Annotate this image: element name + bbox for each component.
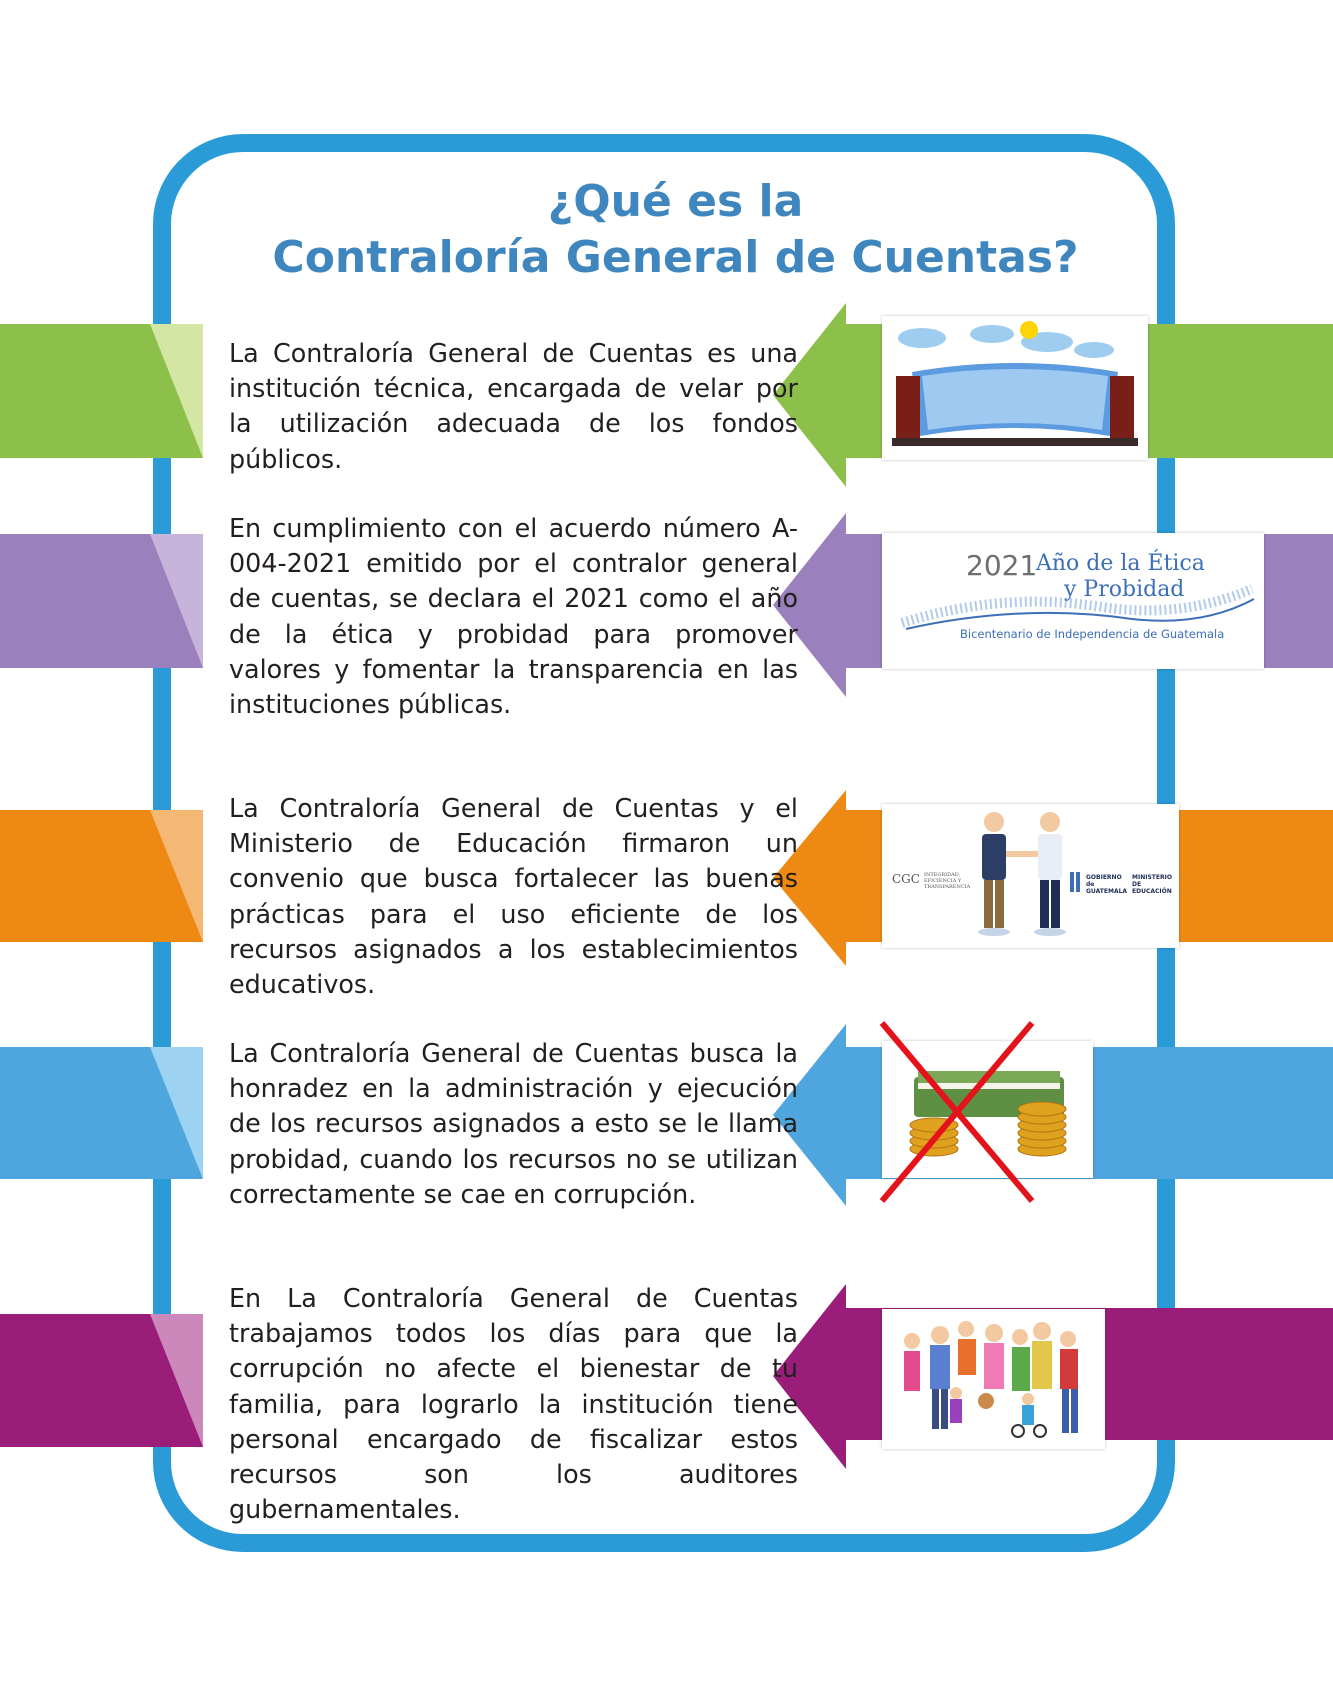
- government-logo: GOBIERNO de GUATEMALA: [1086, 874, 1128, 895]
- logo-year: 2021: [966, 549, 1038, 582]
- section-2-text: En cumplimiento con el acuerdo número A-004-2021 emitido por el contralor general de cuentas, se declara el 2021 como el año de la ética y probidad para promover valores y fomentar la transparencia en las instituciones públicas.: [229, 513, 798, 720]
- building-illustration: [882, 316, 1148, 460]
- section-4-text: La Contraloría General de Cuentas busca la honradez en la administración y ejecución de los recursos asignados a esto se le llama probidad, cuando los recursos no se utilizan correctamente se cae en corrupción.: [229, 1038, 798, 1209]
- ministry-logo: MINISTERIO DE EDUCACIÓN: [1132, 874, 1172, 895]
- ethics-year-logo: [882, 533, 1264, 669]
- page-title-line-1: ¿Qué es la: [547, 176, 804, 227]
- cgc-logo: CGC: [892, 872, 920, 886]
- family-illustration: [882, 1309, 1105, 1449]
- logo-caption: Bicentenario de Independencia de Guatemala: [960, 627, 1225, 641]
- section-1-text: La Contraloría General de Cuentas es una institución técnica, encargada de velar por la utilización adecuada de los fondos públicos.: [229, 338, 798, 474]
- page-title-line-2: Contraloría General de Cuentas?: [272, 232, 1079, 283]
- logo-line-1: Año de la Ética: [1036, 551, 1205, 576]
- handshake-illustration: [882, 804, 1179, 948]
- crossed-money-illustration: [882, 1041, 1093, 1178]
- section-5-text: En La Contraloría General de Cuentas trabajamos todos los días para que la corrupción no afecte el bienestar de tu familia, para lograrlo la institución tiene personal encargado de fiscalizar estos recursos son los auditores gubernamentales.: [229, 1283, 798, 1525]
- cgc-tagline: INTEGRIDAD, EFICIENCIA Y TRANSPARENCIA: [924, 872, 971, 890]
- logo-line-2: y Probidad: [1064, 577, 1185, 602]
- section-3-text: La Contraloría General de Cuentas y el Ministerio de Educación firmaron un convenio que busca fortalecer las buenas prácticas para el uso eficiente de los recursos asignados a los establecimientos educativos.: [229, 793, 798, 1000]
